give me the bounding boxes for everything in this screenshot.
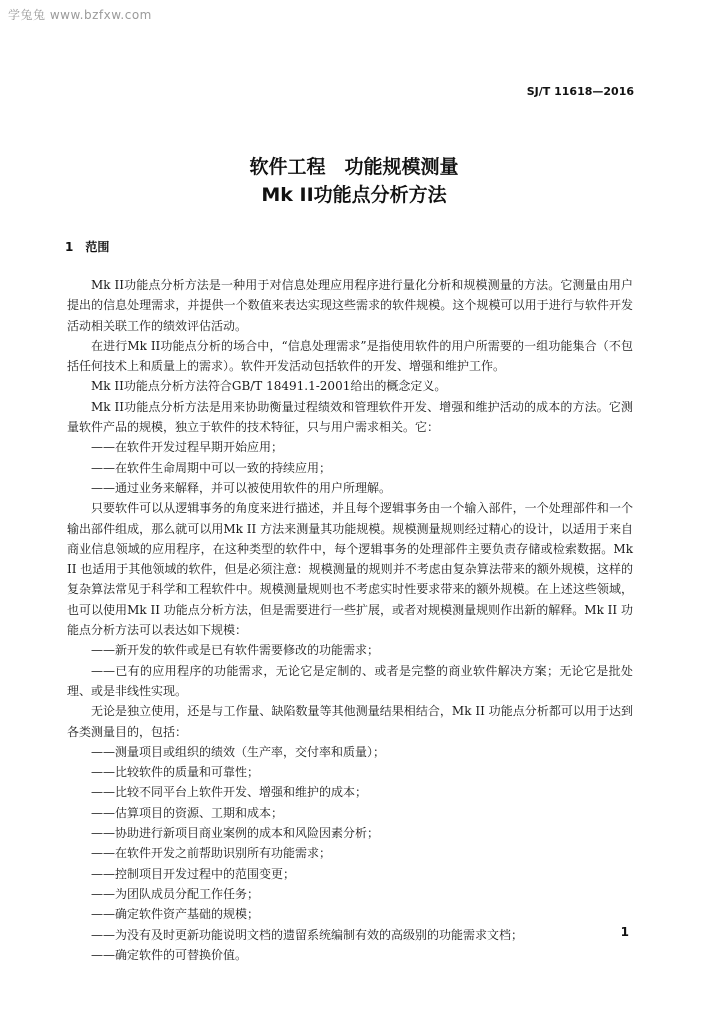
list-item: ——已有的应用程序的功能需求，无论它是定制的、或者是完整的商业软件解决方案；无论它是批处理、或是非线性实现。 xyxy=(67,663,633,698)
paragraph: Mk II功能点分析方法符合GB/T 18491.1-2001给出的概念定义。 xyxy=(91,379,447,394)
list-item: ——新开发的软件或是已有软件需要修改的功能需求； xyxy=(91,643,380,658)
document-body xyxy=(67,275,633,965)
list-item: ——为团队成员分配工作任务； xyxy=(91,886,260,901)
paragraph: 只要软件可以从逻辑事务的角度来进行描述，并且每个逻辑事务由一个输入部件，一个处理部件和一个输出部件组成，那么就可以用Mk II 方法来测量其功能规模。规模测量规则经过精心的设计，以适用于来自商业信息领域的应用程序，在这种类型的软件中，每个逻辑事务的处理部件主要负责存储或检索数据。Mk II 也适用于其他领域的软件，但是必须注意：规模测量的规则并不考虑由复杂算法带来的额外规模，这样的复杂算法常见于科学和工程软件中。规模测量规则也不考虑实时性要求带来的额外规模。在上述这些领域，也可以使用Mk II 功能点分析方法，但是需要进行一些扩展，或者对规模测量规则作出新的解释。Mk II 功能点分析方法可以表达如下规模： xyxy=(67,501,633,638)
standard-number: SJ/T 11618—2016 xyxy=(526,85,634,98)
paragraph: 无论是独立使用，还是与工作量、缺陷数量等其他测量结果相结合，Mk II 功能点分析都可以用于达到各类测量目的，包括： xyxy=(67,704,633,739)
list-item: ——协助进行新项目商业案例的成本和风险因素分析； xyxy=(91,826,380,841)
list-item: ——确定软件的可替换价值。 xyxy=(91,947,248,962)
list-item: ——测量项目或组织的绩效（生产率，交付率和质量）； xyxy=(91,744,386,759)
document-title: 软件工程 功能规模测量 xyxy=(249,156,459,178)
list-item: ——在软件开发之前帮助识别所有功能需求； xyxy=(91,846,332,861)
paragraph: 在进行Mk II功能点分析的场合中，“信息处理需求”是指使用软件的用户所需要的一组功能集合（不包括任何技术上和质量上的需求）。软件开发活动包括软件的开发、增强和维护工作。 xyxy=(67,338,633,374)
list-item: ——在软件开发过程早期开始应用； xyxy=(91,440,284,455)
paragraph: Mk II功能点分析方法是一种用于对信息处理应用程序进行量化分析和规模测量的方法。它测量由用户提出的信息处理需求，并提供一个数值来表达实现这些需求的软件规模。这个规模可以用于进行与软件开发活动相关联工作的绩效评估活动。 xyxy=(67,278,633,333)
list-item: ——估算项目的资源、工期和成本； xyxy=(91,805,284,820)
document-subtitle: Mk II功能点分析方法 xyxy=(261,184,447,206)
list-item: ——通过业务来解释，并可以被使用软件的用户所理解。 xyxy=(91,480,392,495)
list-item: ——比较软件的质量和可靠性； xyxy=(91,765,260,780)
list-item: ——比较不同平台上软件开发、增强和维护的成本； xyxy=(91,785,368,800)
paragraph: Mk II功能点分析方法是用来协助衡量过程绩效和管理软件开发、增强和维护活动的成本的方法。它测量软件产品的规模，独立于软件的技术特征，只与用户需求相关。它： xyxy=(67,399,633,435)
list-item: ——在软件生命周期中可以一致的持续应用； xyxy=(91,460,332,475)
watermark: 学兔兔 www.bzfxw.com xyxy=(8,8,152,22)
page-number: 1 xyxy=(620,925,629,939)
list-item: ——控制项目开发过程中的范围变更； xyxy=(91,866,296,881)
section-heading: 1 范围 xyxy=(65,240,110,254)
list-item: ——为没有及时更新功能说明文档的遗留系统编制有效的高级别的功能需求文档； xyxy=(91,927,524,942)
list-item: ——确定软件资产基础的规模； xyxy=(91,907,260,922)
